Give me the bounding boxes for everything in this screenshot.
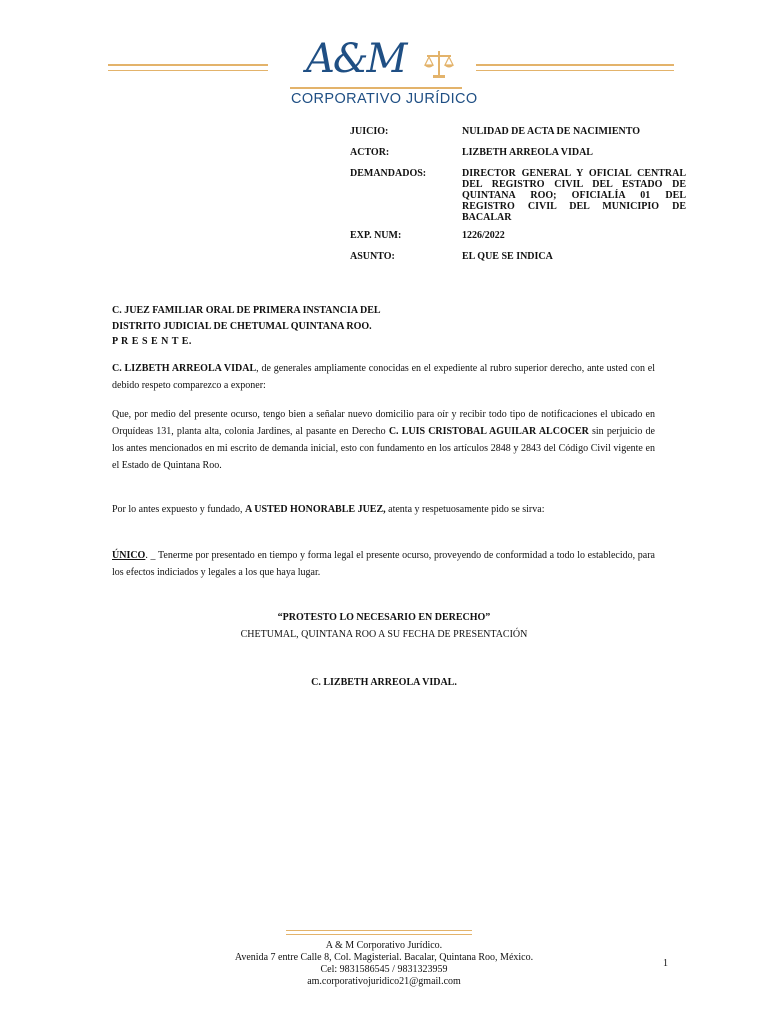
place-date-line: CHETUMAL, QUINTANA ROO A SU FECHA DE PRESENTACIÓN — [240, 629, 528, 640]
domicilio-text-2: sin perjuicio de los antes mencionados en mi escrito de demanda inicial, esto con fundamento en los artículos 2848 y 2843 del Código Civil vigente en el Estado de Quintana Roo. — [112, 426, 655, 471]
logo-divider — [290, 87, 462, 89]
promovente-name: C. LIZBETH ARREOLA VIDAL — [112, 363, 257, 374]
unico-label: ÚNICO — [112, 550, 146, 561]
juicio-value: NULIDAD DE ACTA DE NACIMIENTO — [462, 126, 640, 137]
logo-name: CORPORATIVO JURÍDICO — [291, 91, 478, 107]
paragraph-domicilio — [112, 406, 655, 474]
juicio-label: JUICIO: — [350, 126, 389, 137]
unico-text: . _ Tenerme por presentado en tiempo y forma legal el presente ocurso, proveyendo de conformidad a todo lo establecido, para los efectos indiciados y legales a los que haya lugar. — [112, 550, 655, 578]
petition-bold: A USTED HONORABLE JUEZ, — [245, 504, 386, 515]
pasante-name: C. LUIS CRISTOBAL AGUILAR ALCOCER — [388, 426, 589, 437]
logo — [288, 36, 478, 108]
exp-value: 1226/2022 — [462, 230, 505, 241]
paragraph-intro — [112, 360, 655, 394]
demandados-value: DIRECTOR GENERAL Y OFICIAL CENTRAL DEL REGISTRO CIVIL DEL ESTADO DE QUINTANA ROO; OFICIALÍA 01 DEL REGISTRO CIVIL DEL MUNICIPIO DE BACALAR — [462, 168, 686, 223]
addressee-line-2: DISTRITO JUDICIAL DE CHETUMAL QUINTANA ROO. — [112, 321, 372, 332]
footer-company: A & M Corporativo Jurídico. — [325, 940, 443, 951]
actor-value: LIZBETH ARREOLA VIDAL — [462, 147, 593, 158]
exp-label: EXP. NUM: — [350, 230, 402, 241]
domicilio-text-1: Que, por medio del presente ocurso, tengo bien a señalar nuevo domicilio para oír y recibir todo tipo de notificaciones el ubicado en Orquídeas 131, planta alta, colonia Jardines, al pasante en Derecho — [112, 409, 655, 437]
actor-label: ACTOR: — [350, 147, 390, 158]
petition-text-1: Por lo antes expuesto y fundado, — [112, 504, 246, 515]
signature-name: C. LIZBETH ARREOLA VIDAL. — [311, 677, 457, 688]
addressee-line-3: P R E S E N T E. — [112, 336, 192, 347]
footer-rule-top — [286, 930, 472, 931]
footer-phone: Cel: 9831586545 / 9831323959 — [320, 964, 448, 975]
footer-rule-bottom — [286, 934, 472, 935]
intro-text: , de generales ampliamente conocidas en el expediente al rubro superior derecho, ante usted con el debido respeto comparezco a exponer: — [112, 363, 655, 391]
page-number: 1 — [663, 958, 668, 969]
protesto-line: “PROTESTO LO NECESARIO EN DERECHO” — [277, 612, 491, 623]
scales-of-justice-icon — [422, 48, 456, 82]
footer-email[interactable]: am.corporativojuridico21@gmail.com — [307, 976, 461, 987]
header-rule-right — [476, 64, 674, 71]
paragraph-petition — [112, 501, 655, 518]
petition-text-2: atenta y respetuosamente pido se sirva: — [385, 504, 545, 515]
demandados-label: DEMANDADOS: — [350, 168, 427, 179]
asunto-label: ASUNTO: — [350, 251, 395, 262]
header-rule-left — [108, 64, 268, 71]
paragraph-unico — [112, 547, 655, 581]
footer-address: Avenida 7 entre Calle 8, Col. Magisterial. Bacalar, Quintana Roo, México. — [234, 952, 534, 963]
asunto-value: EL QUE SE INDICA — [462, 251, 553, 262]
addressee-line-1: C. JUEZ FAMILIAR ORAL DE PRIMERA INSTANCIA DEL — [112, 305, 381, 316]
logo-monogram: A&M — [306, 36, 406, 82]
